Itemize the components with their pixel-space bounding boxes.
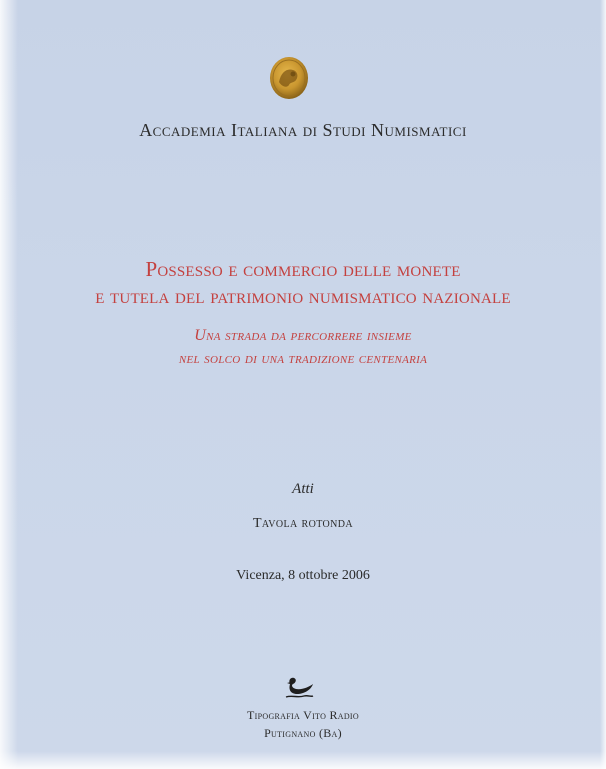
event-date: Vicenza, 8 ottobre 2006 xyxy=(236,568,370,583)
scan-edge-right xyxy=(600,0,606,769)
scan-edge-left xyxy=(0,0,18,769)
gold-coin-medallion-icon xyxy=(269,56,309,100)
title-line-2: e tutela del patrimonio numismatico nazionale xyxy=(95,284,511,308)
event-type: Tavola rotonda xyxy=(252,516,354,531)
printer-name: Tipografia Vito Radio xyxy=(247,708,359,722)
scan-edge-bottom xyxy=(0,751,606,769)
title-line-1: Possesso e commercio delle monete xyxy=(145,257,461,281)
academy-name: Accademia Italiana di Studi Numismatici xyxy=(139,120,467,140)
printer-place: Putignano (Ba) xyxy=(264,726,342,740)
swan-bird-logo-icon xyxy=(282,675,316,701)
atti-label: Atti xyxy=(292,481,314,497)
subtitle-line-2: nel solco di una tradizione centenaria xyxy=(178,350,428,367)
subtitle-line-1: Una strada da percorrere insieme xyxy=(194,327,412,344)
